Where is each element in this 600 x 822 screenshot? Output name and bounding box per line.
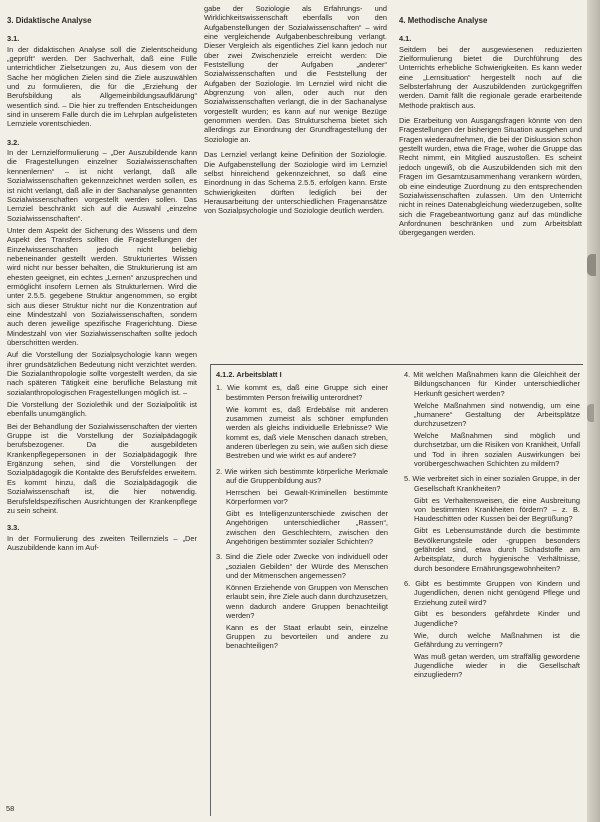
worksheet-question-5: 5. Wie verbreitet sich in einer sozialen Gruppe, in der Gesellschaft Krankheiten? [404, 474, 580, 493]
page-tab-marker [587, 254, 596, 276]
worksheet-answer-6c: Was muß getan werden, um straffällig gewordene Jugendliche wieder in die Gesellschaft einzugliedern? [414, 651, 580, 680]
worksheet-answer-4b: Welche Maßnahmen sind möglich und durchsetzbar, um die Risiken von Krankheit, Unfall und Tod in ihren sozialen Auswirkungen bei vorübergeschwachen Schichten zu mildern? [414, 431, 580, 469]
page-number: 58 [6, 804, 15, 813]
worksheet-answer-3a: Können Erziehende von Gruppen von Menschen erlaubt sein, ihre Ziele auch dann durchzusetzen, wenn dadurch andere Gruppen benachteiligt werden? [226, 582, 388, 620]
paragraph-3-3: In der Formulierung des zweiten Teillernziels – „Der Auszubildende kann im Auf- [7, 533, 197, 552]
worksheet-answer-6a: Gibt es besonders gefährdete Kinder und Jugendliche? [414, 609, 580, 628]
worksheet-answer-3b: Kann es der Staat erlaubt sein, einzelne Gruppen zu bevorteilen und andere zu benachteiligen? [226, 622, 388, 651]
paragraph-lernziel-definition: Das Lernziel verlangt keine Definition der Soziologie. Die Aufgabenstellung der Soziologie wird im Lernziel selbst hinreichend gekennzeichnet, so daß eine Einordnung in das Schema 2.5.5. erfolgen kann. Erste Schwierigkeiten dürften lediglich bei der Herausarbeitung der unterschiedlichen Fragenansätze von Sozialpsychologie und Soziologie deutlich werden. [204, 150, 387, 216]
worksheet-answer-5b: Gibt es Lebensumstände durch die bestimmte Bevölkerungsteile oder -gruppen besonders gefährdet sind, etwa durch Schadstoffe am Arbeitsplatz, durch hygienische Verhältnisse, durch besondere Ernährungsgewohnheiten? [414, 526, 580, 573]
section-heading-methodische-analyse: 4. Methodische Analyse [399, 16, 488, 25]
middle-column [204, 4, 387, 219]
paragraph-ausgangsfragen: Die Erarbeitung von Ausgangsfragen könnte von den Fragestellungen der bisherigen Situation ausgehen und Fragen wiederaufnehmen, die bei der Diskussion schon gestellt wurden, etwa die Frage, woher die Gruppe das Recht nimmt, ein Mitglied auszustoßen. Es scheint jedoch ungewiß, ob die Auszubildenden sich mit den Fragen im Gesamtzusammenhang verankern würden, ob eine eindeutige Zuordnung zu den entsprechenden Sozialwissenschaften zulassen. Um den Unterricht nicht in reines Datenabgleichung wiederzugeben, sollte sich die Fragebeantwortung ganz auf das mündliche Anfordnunen beschränken und zum Arbeitsblatt übergegangen werden. [399, 116, 582, 238]
paragraph-sozialethik: Die Vorstellung der Soziolethik und der Sozialpolitik ist ebenfalls unumgänglich. [7, 400, 197, 419]
worksheet-top-rule [210, 364, 583, 365]
worksheet-answer-5a: Gibt es Verhaltensweisen, die eine Ausbreitung von bestimmten Krankheiten fördern? – z. B. Haudeschitten oder Kussen bei der Begrüßung? [414, 495, 580, 524]
paragraph-3-2: In der Lernzielformulierung – „Der Auszubildende kann die Fragestellungen einzelner Sozialwissenschaften kennenlernen“ – ist nicht verlangt, daß alle Sozialwissenschaften gekennzeichnet werden sollen, es ist nicht verlangt, daß alle in der Sachanalyse genannten Sozialwissenschaften vorgestellt werden sollen. Das Lernziel beschränkt sich auf die Auswahl „einzelne Sozialwissenschaften“. [7, 148, 197, 223]
section-number-3-2: 3.2. [7, 137, 20, 147]
worksheet-answer-4a: Welche Maßnahmen sind notwendig, um eine „humanere“ Gestaltung der Arbeitsplätze durchzusetzen? [414, 400, 580, 429]
paragraph-vergleich: gabe der Soziologie als Erfahrungs- und Wirklichkeitswissenschaft ebenfalls von den Aufgabenstellungen der Sozialwissenschaften“ – wird eine vergleichende Aufgabenbeschreibung verlangt. Dieser Vergleich als eigentliches Ziel kann jedoch nur über zwei Zwischenziele erreicht werden: Die Feststellung der Aufgaben „anderer“ Sozialwissenschaften und die Feststellung der Aufgaben der Soziologie. Im Lernziel wird nicht die Abgrenzung von allen, oder auch nur den Sozialwissenschaften verlangt, die in der Sachanalyse vorgestellt wurden; es kann auf nur wenige Bezüge genommen werden. Das Strukturschema bietet sich allerdings zur Einordnung der Grundfragestellung der Soziologie an. [204, 4, 387, 144]
section-heading-didaktische-analyse: 3. Didaktische Analyse [7, 16, 92, 25]
worksheet-column-left [216, 370, 388, 653]
left-column [7, 16, 197, 555]
worksheet-answer-1: Wie kommt es, daß Erdebälse mit anderen zusammen zumeist als schöner empfunden werden als gleichs individuelle Erlebnisse? Wie kommt es, daß viele Menschen danach streben, anderen überlegen zu sein, wie außen sich diese Bestreben und wie wirkt es auf andere? [226, 404, 388, 461]
right-column [399, 16, 582, 241]
section-number-4-1: 4.1. [399, 34, 412, 44]
worksheet-left-rule [210, 364, 211, 816]
page-tab-marker-lower [587, 404, 594, 422]
worksheet-answer-2a: Herrschen bei Gewalt-Kriminellen bestimmte Körperformen vor? [226, 487, 388, 507]
paragraph-4-1: Seitdem bei der ausgewiesenen reduzierten Zielformulierung bietet die Durchführung des Unterrichts erhebliche Schwierigkeiten. Es kann weder eine „Lernsituation“ hergestellt noch auf die Selbsterfahrung der Auszubildenden zurückgegriffen werden. Damit fällt die regionale gerade erarbeitende Methode praktisch aus. [399, 44, 582, 110]
worksheet-answer-2b: Gibt es Intelligenzunterschiede zwischen der Angehörigen unterschiedlicher „Rassen“, zwischen den Geschlechtern, zwischen den Angehörigen bestimmter sozialer Schichten? [226, 508, 388, 546]
worksheet-question-6: 6. Gibt es bestimmte Gruppen von Kindern und Jugendlichen, denen nicht genügend Pflege und Erziehung zuteil wird? [404, 578, 580, 607]
paragraph-3-1: In der didaktischen Analyse soll die Zielentscheidung „geprüft“ werden. Der Sachverhalt, daß eine Fülle unterrichtlicher Zielsetzungen zu, Aus diesem von der Sache her möglichen Zielen sind die Ziele auszuwählen und zu formulieren, die für die „Erziehung der Berufsbildung als Allgemeinbildungsaufklärung“ wesentlich sind. – Die hier zu treffenden Entscheidungen sind in unserem Falle durch die im Lehrplan aufgelisteten Lernziele vorentschieden. [7, 44, 197, 129]
worksheet-question-2: 2. Wie wirken sich bestimmte körperliche Merkmale auf die Gruppenbildung aus? [216, 466, 388, 485]
paragraph-sozialpsychologie: Auf die Vorstellung der Sozialpsychologie kann wegen ihrer grundsätzlichen Bedeutung nicht verzichtet werden. Die Sozialanthropologie sollte vorgestellt werden, da sie nach späteren Tätigkeit eine berufliche Belastung mit sozialanthropologischen Fragestellungen möglich ist. – [7, 350, 197, 397]
section-number-3-3: 3.3. [7, 523, 20, 533]
paragraph-sozialpaedagogik: Bei der Behandlung der Sozialwissenschaften der vierten Gruppe ist die Vorstellung der Sozialpädagogik berufsbezogener. Da die ausgebildeten Krankenpflegepersonen in der Sozialpädagogik Ihre Ergänzung sehen, sind die Vorstellungen der Sozialpädagogik die Kontakte des Berufsfeldes erweitern. Es kommt hinzu, daß die Sozialpädagogik die Sozialwissenschaft ist, die hier notwendig. Berufsfeldspezifischen Ausrichtungen der Krankenpflege zu sein scheint. [7, 421, 197, 515]
worksheet-question-3: 3. Sind die Ziele oder Zwecke von individuell oder „sozialen Gebilden“ der Würde des Menschen und der Mitmenschen angemessen? [216, 552, 388, 581]
worksheet-question-1: 1. Wie kommt es, daß eine Gruppe sich einer bestimmten Person freiwillig unterordnet? [216, 383, 388, 402]
section-number-3-1: 3.1. [7, 34, 20, 44]
worksheet-column-right [404, 370, 580, 682]
worksheet-question-4: 4. Mit welchen Maßnahmen kann die Gleichheit der Bildungschancen für Kinder unterschiedlicher Herkunft gesichert werden? [404, 370, 580, 398]
worksheet-heading: 4.1.2. Arbeitsblatt I [216, 370, 282, 379]
paragraph-struktur: Unter dem Aspekt der Sicherung des Wissens und dem Aspekt des Transfers sollten die Fragestellungen der Einzelwissenschaften jedoch nicht beliebig nebeneinander gestellt werden. Strukturiertes Wissen wird nicht nur besser behalten, die Strukturierung ist am ehesten geeignet, ein echtes „Lernen“ anzusprechen und ermöglicht insofern Lernen als Strukturlernen. Wird die unter 2.5.5. gegebene Struktur angenommen, so ergibt sich aus dieser Struktur nicht nur die Konzentration auf eine Mindestzahl von Sozialwissenschaften, sondern auch deren jeweilige spezifische Fragerichtung. Diese Mindestzahl von vier Sozialwissenschaften sollte jedoch überschritten werden. [7, 225, 197, 347]
worksheet-answer-6b: Wie, durch welche Maßnahmen ist die Gefährdung zu verringern? [414, 630, 580, 649]
